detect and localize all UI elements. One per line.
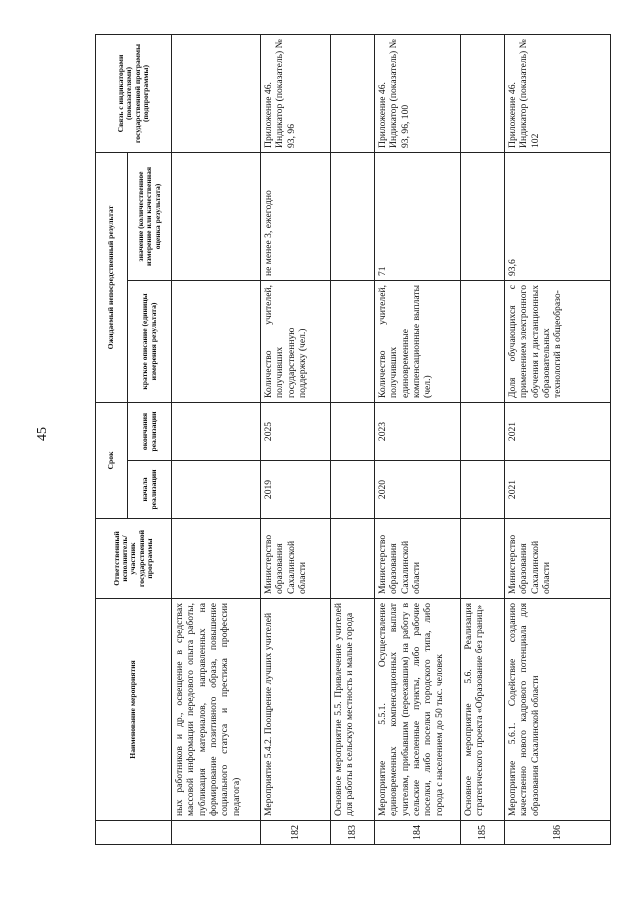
- header-brief: краткое описание (единицы измерения результата): [128, 280, 172, 402]
- row-end: 2025: [261, 402, 331, 460]
- row-name: Основное мероприятие 5.5. Привлечение учителей для работы в сельскую местность и малые города: [331, 599, 375, 821]
- row-brief: Количество учителей, получивших государственную поддержку (чел.): [261, 280, 331, 402]
- row-brief: [461, 280, 505, 402]
- row-link: Приложение 46. Индикатор (показатель) № 102: [505, 34, 611, 152]
- header-term: Срок: [96, 402, 128, 518]
- row-start: 2020: [375, 461, 461, 519]
- row-start: [331, 461, 375, 519]
- row-value: не менее 3, ежегодно: [261, 152, 331, 280]
- row-number: 185: [461, 821, 505, 845]
- table-row: [375, 34, 461, 844]
- row-link: [461, 34, 505, 152]
- row-link: Приложение 46. Индикатор (показатель) № 93, 96: [261, 34, 331, 152]
- row-link: Приложение 46. Индикатор (показатель) № 93, 96, 100: [375, 34, 461, 152]
- row-number: 182: [261, 821, 331, 845]
- table-row: [461, 34, 505, 844]
- row-executor: Министерство образования Сахалинской области: [375, 519, 461, 599]
- table-row: [261, 34, 331, 844]
- row-name: Основное мероприятие 5.6. Реализация стратегического проекта «Образование без границ»: [461, 599, 505, 821]
- row-executor: [461, 519, 505, 599]
- row-value: 71: [375, 152, 461, 280]
- row-brief: [331, 280, 375, 402]
- continuation-row: [172, 34, 261, 844]
- row-executor: [331, 519, 375, 599]
- row-brief: Количество учителей, получивших единовременные компенсационные выплаты (чел.): [375, 280, 461, 402]
- row-end: [331, 402, 375, 460]
- row-name: Мероприятие 5.5.1. Осуществление единовременных компенсационных выплат учителям, прибывшим (переехавшим) на работу в сельские населенные пункты, либо рабочие поселки, либо поселки городского типа, либо города с населением до 50 тыс. человек: [375, 599, 461, 821]
- row-name: Мероприятие 5.4.2. Поощрение лучших учителей: [261, 599, 331, 821]
- row-start: [461, 461, 505, 519]
- row-end: [461, 402, 505, 460]
- page-number: 45: [35, 427, 50, 441]
- row-start: 2021: [505, 461, 611, 519]
- row-value: 93,6: [505, 152, 611, 280]
- row-value: [461, 152, 505, 280]
- header-start: начала реализации: [128, 461, 172, 519]
- header-end: окончания реализации: [128, 402, 172, 460]
- measures-table: [95, 34, 611, 845]
- header-expected: Ожидаемый непосредственный результат: [96, 152, 128, 402]
- row-number: 184: [375, 821, 461, 845]
- row-brief: Доля обучающихся с применением электронного обучения и дистанционных образовательных технологий в общеобразо-: [505, 280, 611, 402]
- row-executor: Министерство образования Сахалинской области: [505, 519, 611, 599]
- row-end: 2023: [375, 402, 461, 460]
- row-end: 2021: [505, 402, 611, 460]
- header-executor: Ответственный исполнитель/участник государственной программы: [96, 519, 172, 599]
- header-value: значение (количественное измерение или качественная оценка результата): [128, 152, 172, 280]
- table-row: [331, 34, 375, 844]
- rotated-table-container: [95, 35, 610, 845]
- row-number: 186: [505, 821, 611, 845]
- continuation-text: ных работников и др., освещение в средствах массовой информации передового опыта работы, публикация материалов, направленных на формирование позитивного образа, повышение социального статуса и престижа профессии педагога): [172, 599, 261, 821]
- row-number: 183: [331, 821, 375, 845]
- row-name: Мероприятие 5.6.1. Содействие созданию качественно нового кадрового потенциала для образования Сахалинской области: [505, 599, 611, 821]
- table-row: [505, 34, 611, 844]
- header-name: Наименование мероприятия: [96, 599, 172, 821]
- header-link: Связь с индикаторами (показателями) государственной программы (подпрограммы): [96, 34, 172, 152]
- row-link: [331, 34, 375, 152]
- row-value: [331, 152, 375, 280]
- header-num-cell: [96, 821, 172, 845]
- row-start: 2019: [261, 461, 331, 519]
- row-executor: Министерство образования Сахалинской области: [261, 519, 331, 599]
- header-row-1: [96, 34, 128, 844]
